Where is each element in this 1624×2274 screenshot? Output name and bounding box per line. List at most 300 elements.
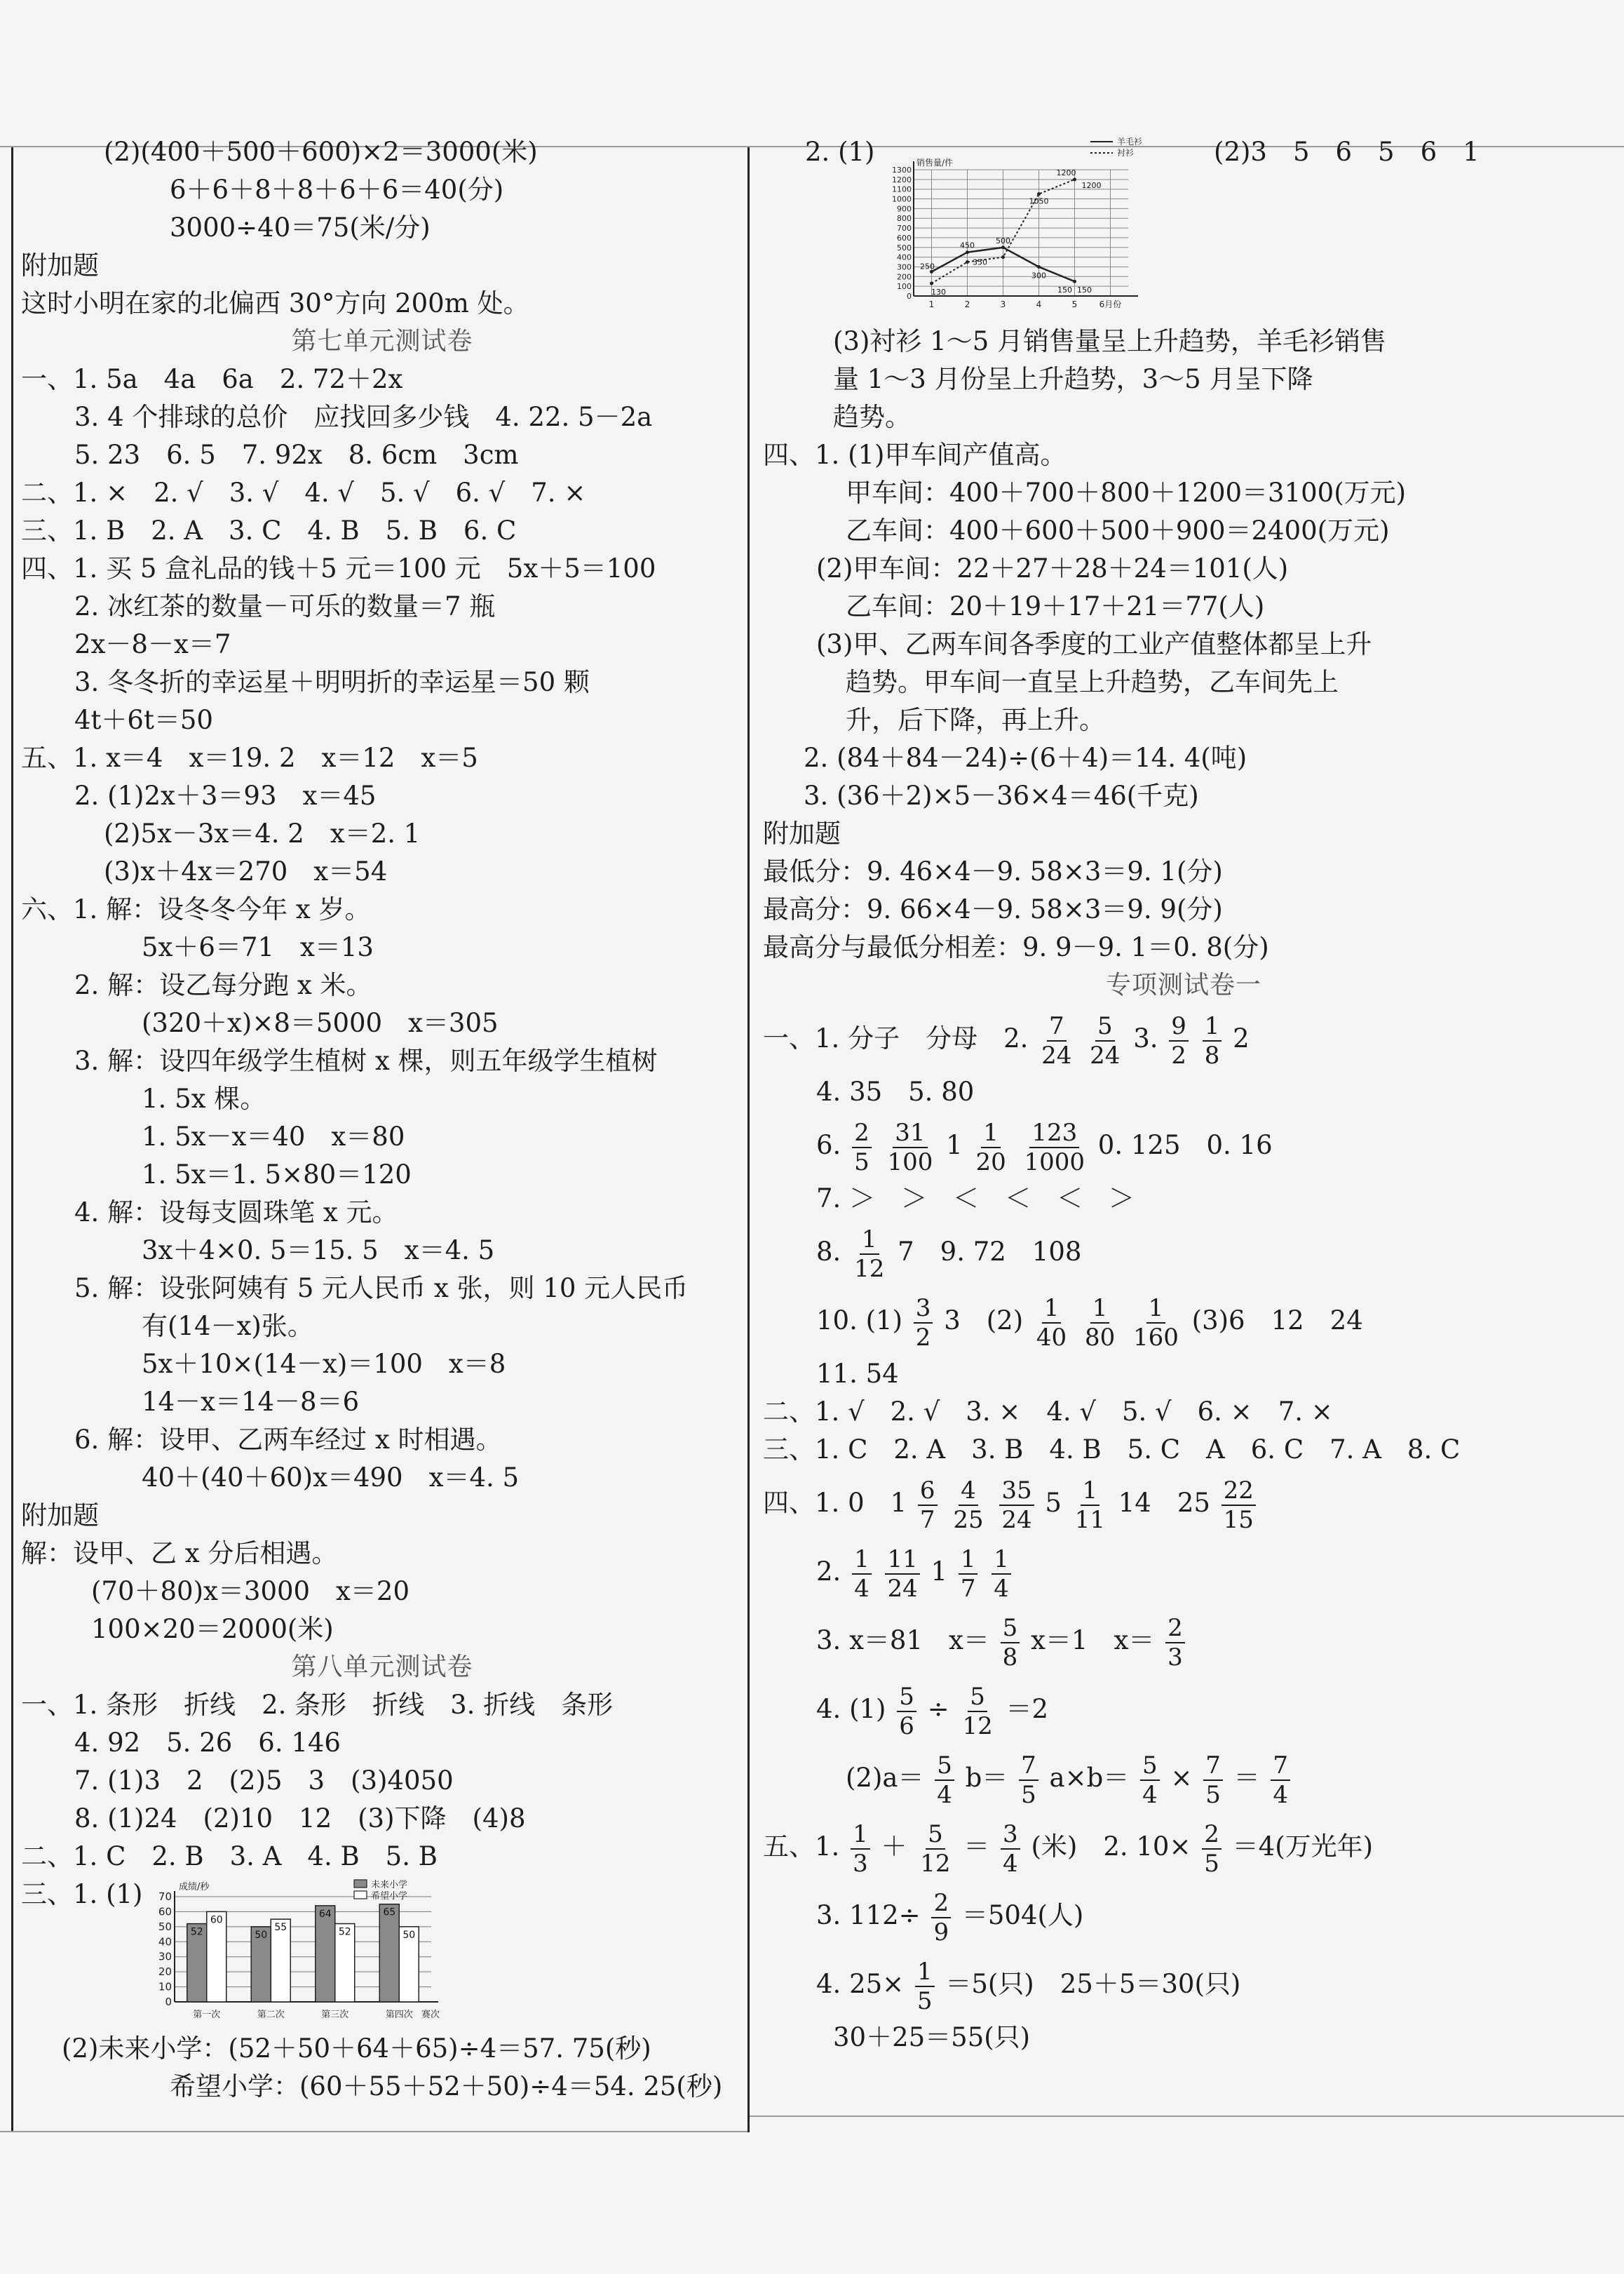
answer-line: 希望小学：(60＋55＋52＋50)÷4＝54. 25(秒)	[170, 2071, 723, 2101]
answer-line: 有(14－x)张。	[142, 1311, 313, 1341]
fraction	[885, 1545, 919, 1603]
y-tick-label: 500	[897, 243, 912, 253]
point-value-label: 150	[1057, 285, 1073, 295]
answer-line: 三、1. B 2. A 3. C 4. B 5. B 6. C	[21, 516, 517, 546]
y-tick-label: 0	[165, 1996, 172, 2008]
denominator: 12	[920, 1849, 951, 1878]
answer-text: ＝	[963, 1831, 990, 1862]
denominator: 40	[1036, 1323, 1067, 1352]
numerator: 31	[893, 1119, 927, 1148]
y-tick-label: 200	[897, 272, 912, 282]
fraction	[1034, 1294, 1069, 1352]
answer-text: a×b＝	[1049, 1763, 1130, 1793]
answer-line: 二、1. C 2. B 3. A 4. B 5. B	[21, 1841, 438, 1871]
answer-text: ＋	[881, 1831, 907, 1862]
answer-line: 最高分与最低分相差：9. 9－9. 1＝0. 8(分)	[763, 932, 1269, 962]
fraction	[852, 1119, 872, 1176]
numerator: 4	[959, 1476, 978, 1506]
denominator: 9	[933, 1918, 949, 1946]
bonus-heading: 附加题	[21, 1500, 99, 1530]
answer-line	[763, 1950, 1604, 2019]
y-tick-label: 400	[897, 253, 912, 262]
denominator: 6	[899, 1711, 914, 1740]
fraction	[918, 1820, 952, 1878]
y-tick-label: 1100	[892, 184, 912, 194]
fraction	[897, 1683, 916, 1740]
answer-line: 5. 23 6. 5 7. 92x 8. 6cm 3cm	[74, 440, 519, 470]
answer-text: 4. 25×	[816, 1969, 905, 1999]
answer-line: 5. 解：设张阿姨有 5 元人民币 x 张，则 10 元人民币	[74, 1273, 689, 1303]
answer-line: (2)5x－3x＝4. 2 x＝2. 1	[104, 819, 421, 849]
bottom-rule-right	[750, 2115, 1624, 2117]
answer-line: 4. 92 5. 26 6. 146	[74, 1728, 341, 1758]
data-point	[966, 250, 969, 254]
denominator: 25	[953, 1505, 984, 1534]
answer-line: 8. (1)24 (2)10 12 (3)下降 (4)8	[74, 1803, 526, 1834]
numerator: 7	[1019, 1751, 1038, 1781]
answer-text: 3 (2)	[944, 1305, 1024, 1336]
answer-line: 40＋(40＋60)x＝490 x＝4. 5	[142, 1462, 520, 1493]
answer-line	[763, 1286, 1604, 1355]
answer-text: (2)a＝	[846, 1763, 924, 1793]
bonus-heading: 附加题	[21, 250, 99, 281]
answer-line: 三、1. C 2. A 3. B 4. B 5. C A 6. C 7. A 8. C	[763, 1434, 1461, 1465]
numerator: 5	[1001, 1614, 1020, 1643]
legend-swatch	[354, 1880, 367, 1888]
denominator: 7	[919, 1505, 935, 1534]
answer-line	[763, 1469, 1604, 1538]
answer-text: 五、1.	[763, 1831, 840, 1862]
answer-line: 1. 5x－x＝40 x＝80	[142, 1122, 405, 1152]
answer-line: 升，后下降，再上升。	[846, 705, 1105, 735]
answer-line: 四、1. (1)甲车间产值高。	[763, 440, 1067, 470]
numerator: 5	[1140, 1751, 1160, 1781]
x-tick-label: 6月份	[1099, 300, 1122, 309]
x-tick-label: 2	[964, 300, 970, 309]
answer-line	[763, 1881, 1604, 1950]
x-axis-title: 赛次	[421, 2010, 440, 2020]
denominator: 4	[1003, 1849, 1018, 1878]
denominator: 15	[1223, 1505, 1254, 1534]
fraction	[1165, 1614, 1185, 1671]
answer-line: 30＋25＝55(只)	[833, 2022, 1031, 2052]
answer-line: 趋势。甲车间一直呈上升趋势，乙车间先上	[846, 667, 1339, 697]
answer-text: 4. (1)	[816, 1694, 886, 1724]
denominator: 5	[854, 1148, 869, 1176]
point-value-label: 150	[1077, 285, 1092, 295]
data-point	[1073, 280, 1076, 283]
fraction	[1202, 1820, 1222, 1878]
y-tick-label: 1200	[892, 175, 912, 184]
y-tick-label: 800	[897, 214, 912, 224]
fraction	[852, 1545, 872, 1603]
fraction	[885, 1119, 935, 1176]
denominator: 7	[960, 1574, 976, 1603]
answer-line: 五、1. x＝4 x＝19. 2 x＝12 x＝5	[21, 743, 478, 773]
fraction	[931, 1889, 951, 1946]
fraction	[1073, 1476, 1107, 1534]
answer-line	[763, 1744, 1604, 1812]
answer-text: 14 25	[1118, 1488, 1210, 1518]
bonus-heading: 附加题	[763, 819, 841, 849]
answer-line: 二、1. × 2. √ 3. √ 4. √ 5. √ 6. √ 7. ×	[21, 478, 586, 508]
numerator: 1	[1146, 1294, 1166, 1324]
bar-value-label: 55	[274, 1922, 287, 1934]
numerator: 11	[885, 1545, 919, 1575]
answer-line: 3000÷40＝75(米/分)	[170, 213, 431, 243]
fraction	[959, 1545, 978, 1603]
x-tick-label: 4	[1036, 300, 1042, 309]
denominator: 24	[887, 1574, 918, 1603]
answer-text: ÷	[927, 1694, 949, 1724]
answer-line: (70＋80)x＝3000 x＝20	[91, 1576, 410, 1606]
point-value-label: 1200	[1081, 180, 1102, 190]
x-tick-label: 3	[1000, 300, 1006, 309]
legend-label: 衬衫	[1117, 148, 1135, 158]
answer-line: 2. 解：设乙每分跑 x 米。	[74, 970, 372, 1000]
y-axis-title: 销售量/件	[916, 158, 954, 168]
column-divider	[747, 147, 750, 2132]
legend-label: 羊毛衫	[1117, 137, 1143, 147]
answer-text: 8.	[816, 1237, 841, 1267]
answer-text: 6.	[816, 1130, 841, 1160]
bar-value-label: 64	[319, 1908, 332, 1920]
numerator: 1	[1090, 1294, 1110, 1324]
fraction	[1131, 1294, 1181, 1352]
data-point	[966, 260, 969, 264]
numerator: 1	[1081, 1476, 1100, 1506]
y-tick-label: 700	[897, 224, 912, 234]
x-tick-label: 第四次	[385, 2010, 414, 2020]
y-tick-label: 0	[907, 292, 912, 301]
answer-line: 2x－8－x＝7	[74, 629, 231, 659]
answer-text: 3. x＝81 x＝	[816, 1625, 989, 1655]
left-column	[21, 133, 743, 2106]
answer-line: 解：设甲、乙 x 分后相遇。	[21, 1538, 338, 1568]
denominator: 3	[1168, 1643, 1183, 1671]
answer-text: 10. (1)	[816, 1305, 903, 1336]
fraction	[914, 1294, 933, 1352]
left-margin-rule	[11, 147, 13, 2132]
answer-line	[763, 1538, 1604, 1606]
x-tick-label: 第一次	[193, 2010, 221, 2020]
answer-text: 一、1. 分子 分母 2.	[763, 1023, 1029, 1054]
answer-line: 趋势。	[833, 402, 911, 432]
bar-value-label: 60	[210, 1914, 223, 1926]
y-tick-label: 40	[158, 1935, 172, 1949]
fraction	[1022, 1119, 1088, 1176]
point-value-label: 130	[931, 288, 947, 297]
answer-line: 一、1. 条形 折线 2. 条形 折线 3. 折线 条形	[21, 1690, 614, 1720]
numerator: 35	[999, 1476, 1034, 1506]
fraction	[935, 1751, 954, 1809]
numerator: 7	[1203, 1751, 1223, 1781]
numerator: 2	[852, 1119, 872, 1148]
y-tick-label: 1300	[892, 166, 912, 175]
fraction	[1271, 1751, 1290, 1809]
fraction	[999, 1476, 1034, 1534]
denominator: 24	[1041, 1041, 1072, 1070]
fraction	[918, 1476, 938, 1534]
question-label: 三、1. (1)	[21, 1879, 143, 1909]
numerator: 3	[1001, 1820, 1020, 1850]
point-value-label: 1200	[1056, 168, 1076, 177]
answer-text: 3. 112÷	[816, 1900, 921, 1930]
denominator: 24	[1090, 1041, 1121, 1070]
answer-line	[763, 1812, 1604, 1881]
y-tick-label: 600	[897, 233, 912, 243]
y-tick-label: 60	[158, 1905, 172, 1918]
numerator: 5	[935, 1751, 954, 1781]
numerator: 1	[992, 1545, 1011, 1575]
denominator: 160	[1132, 1323, 1179, 1352]
section-title-unit7: 第七单元测试卷	[291, 327, 473, 356]
fraction	[1001, 1820, 1020, 1878]
answer-text: 1	[946, 1130, 963, 1160]
numerator: 2	[931, 1889, 951, 1918]
answer-line: 最低分：9. 46×4－9. 58×3＝9. 1(分)	[763, 856, 1223, 887]
x-tick-label: 第三次	[321, 2010, 349, 2020]
answer-text: 0. 125 0. 16	[1097, 1130, 1273, 1160]
answer-line: 六、1. 解：设冬冬今年 x 岁。	[21, 894, 371, 924]
x-tick-label: 1	[928, 300, 935, 309]
fraction	[1019, 1751, 1038, 1809]
bar-value-label: 65	[383, 1906, 396, 1918]
point-value-label: 450	[960, 241, 975, 250]
numerator: 1	[981, 1119, 1001, 1148]
fraction	[1039, 1012, 1074, 1070]
bar-value-label: 52	[339, 1926, 351, 1938]
answer-line: (3)x＋4x＝270 x＝54	[104, 856, 388, 887]
denominator: 4	[994, 1574, 1009, 1603]
numerator: 2	[1202, 1820, 1222, 1850]
answer-line: 5x＋10×(14－x)＝100 x＝8	[142, 1349, 506, 1379]
answer-line: 这时小明在家的北偏西 30°方向 200m 处。	[21, 288, 529, 318]
bar-value-label: 50	[255, 1929, 268, 1941]
denominator: 24	[1001, 1505, 1032, 1534]
numerator: 3	[914, 1294, 933, 1324]
point-value-label: 300	[1031, 271, 1047, 281]
denominator: 8	[1002, 1643, 1018, 1671]
numerator: 123	[1029, 1119, 1079, 1148]
numerator: 7	[1271, 1751, 1290, 1781]
section-title-special: 专项测试卷一	[1105, 971, 1261, 1000]
answer-text: ＝2	[1006, 1694, 1049, 1724]
denominator: 5	[1204, 1849, 1219, 1878]
data-point	[930, 282, 933, 285]
chart-row	[763, 133, 1604, 323]
y-tick-label: 70	[158, 1890, 172, 1903]
bar-value-label: 52	[191, 1926, 203, 1938]
numerator: 1	[1042, 1294, 1062, 1324]
fraction	[1088, 1012, 1122, 1070]
point-value-label: 500	[996, 236, 1011, 245]
bar-chart	[151, 1876, 452, 2023]
numerator: 2	[1165, 1614, 1185, 1643]
answer-line: 6. 解：设甲、乙两车经过 x 时相遇。	[74, 1425, 502, 1455]
legend-swatch	[354, 1891, 367, 1899]
answer-line: 100×20＝2000(米)	[91, 1614, 334, 1644]
right-column	[763, 133, 1604, 2057]
fraction	[1222, 1476, 1256, 1534]
line-chart	[883, 133, 1191, 319]
numerator: 7	[1047, 1012, 1067, 1042]
answer-text: (3)6 12 24	[1191, 1305, 1363, 1336]
data-point	[1037, 192, 1041, 196]
legend-label: 希望小学	[371, 1891, 408, 1902]
fraction	[1083, 1294, 1117, 1352]
answer-text: ×	[1170, 1763, 1193, 1793]
y-tick-label: 900	[897, 204, 912, 214]
answer-text: 2.	[816, 1556, 841, 1587]
answer-text: 3.	[1133, 1023, 1158, 1054]
answer-line: 最高分：9. 66×4－9. 58×3＝9. 9(分)	[763, 894, 1223, 924]
answer-line: (320＋x)×8＝5000 x＝305	[142, 1008, 499, 1038]
denominator: 12	[962, 1711, 993, 1740]
answer-line: 1. 5x 棵。	[142, 1084, 266, 1114]
question-label: 2. (1)	[805, 137, 875, 167]
answer-text: (2)3 5 6 5 6 1	[1214, 137, 1480, 167]
bottom-rule-left	[0, 2131, 747, 2132]
numerator: 1	[860, 1225, 879, 1255]
denominator: 5	[1021, 1780, 1036, 1809]
answer-line: 2. (1)2x＋3＝93 x＝45	[74, 781, 377, 811]
y-tick-label: 50	[158, 1920, 172, 1933]
answer-line	[763, 1111, 1604, 1180]
answer-line: (3)甲、乙两车间各季度的工业产值整体都呈上升	[816, 629, 1372, 659]
numerator: 5	[897, 1683, 916, 1712]
point-value-label: 250	[920, 262, 935, 271]
y-tick-label: 20	[158, 1965, 172, 1979]
y-axis-title: 成绩/秒	[179, 1882, 210, 1892]
answer-line: 乙车间：20＋19＋17＋21＝77(人)	[846, 591, 1265, 621]
numerator: 9	[1169, 1012, 1189, 1042]
answer-text: ＝504(人)	[961, 1900, 1084, 1930]
fraction	[1203, 1012, 1222, 1070]
answer-line: (2)(400＋500＋600)×2＝3000(米)	[104, 137, 538, 167]
numerator: 1	[1203, 1012, 1222, 1042]
answer-line: 甲车间：400＋700＋800＋1200＝3100(万元)	[846, 478, 1407, 508]
answer-line	[763, 1218, 1604, 1286]
answer-line: 二、1. √ 2. √ 3. × 4. √ 5. √ 6. × 7. ×	[763, 1397, 1333, 1427]
numerator: 22	[1222, 1476, 1256, 1506]
answer-line: 4t＋6t＝50	[74, 705, 213, 735]
denominator: 11	[1074, 1505, 1105, 1534]
answer-line: (2)甲车间：22＋27＋28＋24＝101(人)	[816, 553, 1289, 584]
denominator: 2	[915, 1323, 931, 1352]
answer-text: 7 9. 72 108	[898, 1237, 1082, 1267]
denominator: 4	[937, 1780, 952, 1809]
answer-text: b＝	[965, 1763, 1008, 1793]
y-tick-label: 300	[897, 262, 912, 272]
answer-line	[763, 1675, 1604, 1744]
answer-line: 11. 54	[816, 1359, 899, 1389]
answer-text: 1	[931, 1556, 948, 1587]
numerator: 5	[1095, 1012, 1115, 1042]
data-point	[1073, 177, 1076, 181]
denominator: 5	[916, 1986, 933, 2015]
answer-line: 3. (36＋2)×5－36×4＝46(千克)	[804, 781, 1199, 811]
answer-line: 量 1～3 月份呈上升趋势，3～5 月呈下降	[833, 364, 1313, 394]
section-title-unit8: 第八单元测试卷	[291, 1653, 473, 1681]
y-tick-label: 30	[158, 1950, 172, 1963]
answer-line: 2. 冰红茶的数量－可乐的数量＝7 瓶	[74, 591, 496, 621]
denominator: 3	[853, 1849, 868, 1878]
fraction	[951, 1476, 985, 1534]
y-tick-label: 10	[158, 1980, 172, 1993]
denominator: 1000	[1024, 1148, 1085, 1176]
answer-line	[763, 1606, 1604, 1675]
answer-line: 一、1. 5a 4a 6a 2. 72＋2x	[21, 364, 403, 394]
point-value-label: 350	[973, 257, 988, 267]
fraction	[973, 1119, 1008, 1176]
answer-line: (3)衬衫 1～5 月销售量呈上升趋势，羊毛衫销售	[833, 326, 1387, 356]
numerator: 1	[915, 1958, 935, 1987]
answer-text: ＝4(万光年)	[1232, 1831, 1374, 1862]
denominator: 8	[1204, 1041, 1220, 1070]
answer-line: 4. 解：设每支圆珠笔 x 元。	[74, 1197, 398, 1227]
numerator: 5	[926, 1820, 945, 1850]
numerator: 1	[852, 1545, 872, 1575]
answer-line: 4. 35 5. 80	[816, 1077, 975, 1107]
fraction	[851, 1820, 870, 1878]
data-point	[1001, 255, 1005, 259]
answer-line: 2. (84＋84－24)÷(6＋4)＝14. 4(吨)	[804, 743, 1247, 773]
bar-chart-wrap	[151, 1876, 452, 2033]
denominator: 4	[1273, 1780, 1289, 1809]
answer-line: 7. (1)3 2 (2)5 3 (3)4050	[74, 1765, 454, 1796]
answer-line: 14－x＝14－8＝6	[142, 1387, 360, 1417]
data-point	[1001, 245, 1005, 249]
answer-line: 3x＋4×0. 5＝15. 5 x＝4. 5	[142, 1235, 495, 1265]
denominator: 4	[854, 1574, 869, 1603]
y-tick-label: 100	[897, 282, 912, 292]
fraction	[852, 1225, 886, 1283]
answer-text: 四、1. 0 1	[763, 1488, 907, 1518]
numerator: 6	[918, 1476, 938, 1506]
denominator: 12	[854, 1254, 885, 1283]
x-tick-label: 5	[1071, 300, 1078, 309]
answer-line: 四、1. 买 5 盒礼品的钱＋5 元＝100 元 5x＋5＝100	[21, 553, 656, 584]
answer-text: 2	[1233, 1023, 1250, 1054]
x-tick-label: 第二次	[257, 2010, 285, 2020]
fraction	[1203, 1751, 1223, 1809]
answer-text: (米) 2. 10×	[1031, 1831, 1191, 1862]
fraction	[1169, 1012, 1189, 1070]
bar-value-label: 50	[402, 1929, 416, 1941]
fraction	[992, 1545, 1011, 1603]
answer-text: x＝1 x＝	[1031, 1625, 1155, 1655]
data-point	[1037, 265, 1041, 269]
answer-line: 5x＋6＝71 x＝13	[142, 932, 374, 962]
denominator: 4	[1142, 1780, 1158, 1809]
answer-line: 乙车间：400＋600＋500＋900＝2400(万元)	[846, 516, 1390, 546]
answer-line: 3. 冬冬折的幸运星＋明明折的幸运星＝50 颗	[74, 667, 590, 697]
bar	[316, 1906, 335, 2002]
answer-line: (2)未来小学：(52＋50＋64＋65)÷4＝57. 75(秒)	[62, 2033, 651, 2064]
numerator: 1	[851, 1820, 870, 1850]
y-tick-label: 1000	[892, 194, 912, 204]
denominator: 100	[887, 1148, 933, 1176]
answer-line: 3. 4 个排球的总价 应找回多少钱 4. 22. 5－2a	[74, 402, 653, 432]
denominator: 5	[1205, 1780, 1221, 1809]
answer-line: 1. 5x＝1. 5×80＝120	[142, 1159, 412, 1190]
denominator: 80	[1084, 1323, 1116, 1352]
fraction	[1140, 1751, 1160, 1809]
answer-line	[763, 1004, 1604, 1073]
numerator: 1	[959, 1545, 978, 1575]
legend-label: 未来小学	[371, 1880, 408, 1890]
